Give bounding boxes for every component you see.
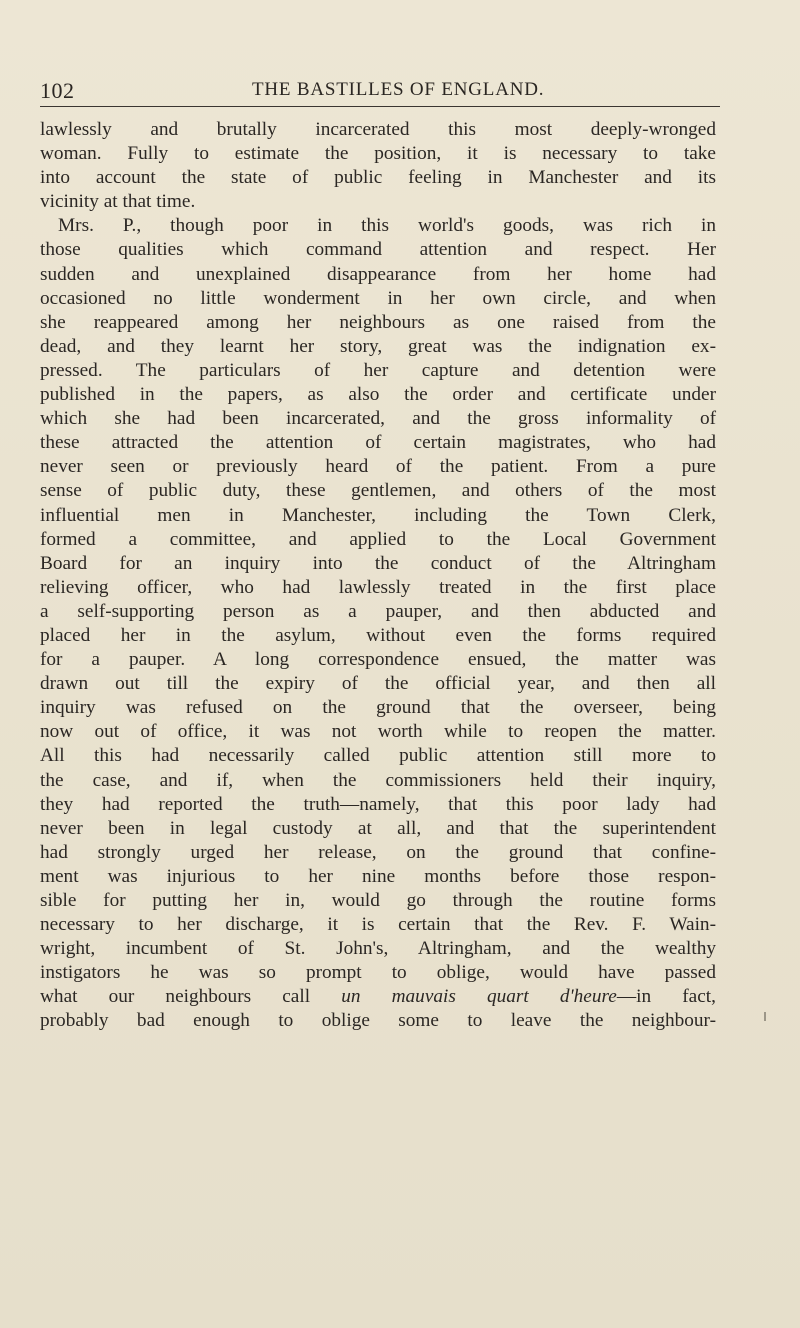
text-line: placed her in the asylum, without even the forms required bbox=[40, 624, 716, 646]
text-line: Mrs. P., though poor in this world's goods, was rich in bbox=[58, 215, 716, 237]
text-line: inquiry was refused on the ground that the overseer, being bbox=[40, 697, 716, 719]
text-line: relieving officer, who had lawlessly treated in the first place bbox=[40, 576, 716, 598]
text-line: lawlessly and brutally incarcerated this most deeply-wronged bbox=[40, 119, 716, 140]
text-line: instigators he was so prompt to oblige, would have passed bbox=[40, 962, 716, 984]
text-line: sense of public duty, these gentlemen, and others of the most bbox=[40, 480, 716, 502]
text-line: a self-supporting person as a pauper, and then abducted and bbox=[40, 600, 716, 622]
text-line: All this had necessarily called public attention still more to bbox=[40, 745, 716, 767]
text-line: now out of office, it was not worth while to reopen the matter. bbox=[40, 721, 716, 743]
text-line: Board for an inquiry into the conduct of the Altringham bbox=[40, 552, 716, 574]
text-line: she reappeared among her neighbours as one raised from the bbox=[40, 311, 716, 333]
text-line: they had reported the truth—namely, that this poor lady had bbox=[40, 793, 716, 815]
text-segment: —in fact, bbox=[616, 986, 716, 1008]
text-line: influential men in Manchester, including the Town Clerk, bbox=[40, 504, 716, 526]
text-line: drawn out till the expiry of the official year, and then all bbox=[40, 673, 716, 695]
text-line: probably bad enough to oblige some to leave the neighbour- bbox=[40, 1010, 716, 1032]
text-line: which she had been incarcerated, and the gross informality of bbox=[40, 408, 716, 430]
text-line: these attracted the attention of certain magistrates, who had bbox=[40, 432, 716, 454]
page-number: 102 bbox=[40, 78, 75, 103]
text-line: pressed. The particulars of her capture and detention were bbox=[40, 359, 716, 381]
text-line bbox=[40, 985, 716, 1009]
text-line: published in the papers, as also the order and certificate under bbox=[40, 384, 716, 406]
italic-phrase: un mauvais quart d'heure bbox=[341, 986, 617, 1008]
text-line: the case, and if, when the commissioners held their inquiry, bbox=[40, 769, 716, 791]
text-line: wright, incumbent of St. John's, Altringham, and the wealthy bbox=[40, 938, 716, 960]
text-line: dead, and they learnt her story, great was the indignation ex- bbox=[40, 335, 716, 357]
text-line: sudden and unexplained disappearance from her home had bbox=[40, 263, 716, 285]
text-line: necessary to her discharge, it is certain that the Rev. F. Wain- bbox=[40, 914, 716, 936]
text-line: sible for putting her in, would go through the routine forms bbox=[40, 890, 716, 911]
text-line: occasioned no little wonderment in her own circle, and when bbox=[40, 287, 716, 309]
body-text bbox=[40, 118, 716, 1034]
text-line: those qualities which command attention and respect. Her bbox=[40, 239, 716, 261]
text-line: into account the state of public feeling in Manchester and its bbox=[40, 167, 716, 189]
text-line: for a pauper. A long correspondence ensued, the matter was bbox=[40, 649, 716, 671]
running-title: THE BASTILLES OF ENGLAND. bbox=[252, 79, 545, 100]
text-line: vicinity at that time. bbox=[40, 191, 196, 213]
text-segment: what our neighbours call bbox=[40, 986, 342, 1008]
text-line: had strongly urged her release, on the ground that confine- bbox=[40, 841, 716, 863]
text-line: never seen or previously heard of the patient. From a pure bbox=[40, 456, 716, 478]
text-line: formed a committee, and applied to the Local Government bbox=[40, 528, 716, 550]
text-line: ment was injurious to her nine months before those respon- bbox=[40, 865, 716, 887]
page-header bbox=[40, 76, 720, 107]
text-line: never been in legal custody at all, and that the superintendent bbox=[40, 817, 716, 839]
text-line: woman. Fully to estimate the position, it is necessary to take bbox=[40, 143, 716, 165]
print-speck bbox=[764, 1012, 766, 1021]
